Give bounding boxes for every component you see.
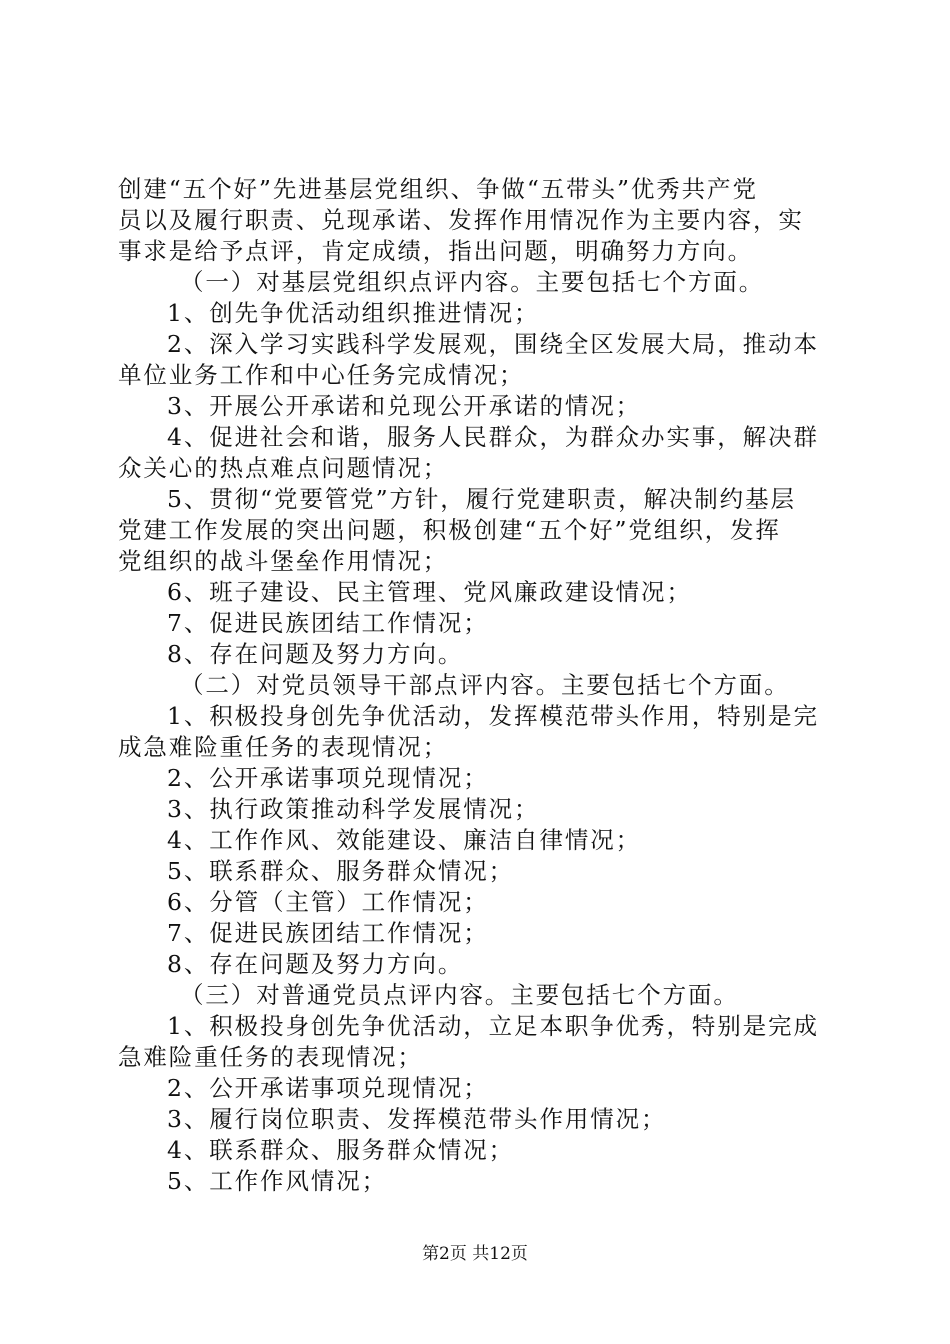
- list-item-continuation: 党建工作发展的突出问题，积极创建“五个好”党组织，发挥: [118, 516, 781, 544]
- list-item: 8、存在问题及努力方向。: [167, 950, 464, 978]
- list-item: 2、公开承诺事项兑现情况；: [167, 764, 489, 792]
- section-heading: （一）对基层党组织点评内容。主要包括七个方面。: [180, 268, 765, 296]
- list-item: 5、贯彻“党要管党”方针，履行党建职责，解决制约基层: [167, 485, 796, 513]
- list-item: 8、存在问题及努力方向。: [167, 640, 464, 668]
- page-number-footer: 第2页 共12页: [422, 1244, 528, 1264]
- list-item-continuation: 急难险重任务的表现情况；: [118, 1043, 423, 1071]
- list-item: 4、联系群众、服务群众情况；: [167, 1136, 515, 1164]
- list-item: 2、公开承诺事项兑现情况；: [167, 1074, 489, 1102]
- list-item: 7、促进民族团结工作情况；: [167, 919, 489, 947]
- list-item: 1、积极投身创先争优活动，发挥模范带头作用，特别是完: [167, 702, 819, 730]
- list-item: 5、工作作风情况；: [167, 1167, 388, 1195]
- list-item: 3、开展公开承诺和兑现公开承诺的情况；: [167, 392, 642, 420]
- list-item: 4、促进社会和谐，服务人民群众，为群众办实事，解决群: [167, 423, 819, 451]
- section-heading: （二）对党员领导干部点评内容。主要包括七个方面。: [180, 671, 790, 699]
- list-item: 6、班子建设、民主管理、党风廉政建设情况；: [167, 578, 692, 606]
- list-item: 2、深入学习实践科学发展观，围绕全区发展大局，推动本: [167, 330, 819, 358]
- list-item: 6、分管（主管）工作情况；: [167, 888, 489, 916]
- list-item-continuation: 党组织的战斗堡垒作用情况；: [118, 547, 449, 575]
- list-item: 1、创先争优活动组织推进情况；: [167, 299, 540, 327]
- list-item: 4、工作作风、效能建设、廉洁自律情况；: [167, 826, 642, 854]
- list-item: 3、执行政策推动科学发展情况；: [167, 795, 540, 823]
- section-heading: （三）对普通党员点评内容。主要包括七个方面。: [180, 981, 739, 1009]
- list-item: 1、积极投身创先争优活动，立足本职争优秀，特别是完成: [167, 1012, 819, 1040]
- list-item-continuation: 单位业务工作和中心任务完成情况；: [118, 361, 525, 389]
- document-body: [118, 174, 834, 1197]
- list-item: 7、促进民族团结工作情况；: [167, 609, 489, 637]
- list-item-continuation: 众关心的热点难点问题情况；: [118, 454, 449, 482]
- paragraph-line: 事求是给予点评，肯定成绩，指出问题，明确努力方向。: [118, 237, 753, 265]
- list-item: 5、联系群众、服务群众情况；: [167, 857, 515, 885]
- paragraph-line: 员以及履行职责、兑现承诺、发挥作用情况作为主要内容，实: [118, 206, 804, 234]
- list-item: 3、履行岗位职责、发挥模范带头作用情况；: [167, 1105, 667, 1133]
- list-item-continuation: 成急难险重任务的表现情况；: [118, 733, 449, 761]
- paragraph-line: 创建“五个好”先进基层党组织、争做“五带头”优秀共产党: [118, 175, 758, 203]
